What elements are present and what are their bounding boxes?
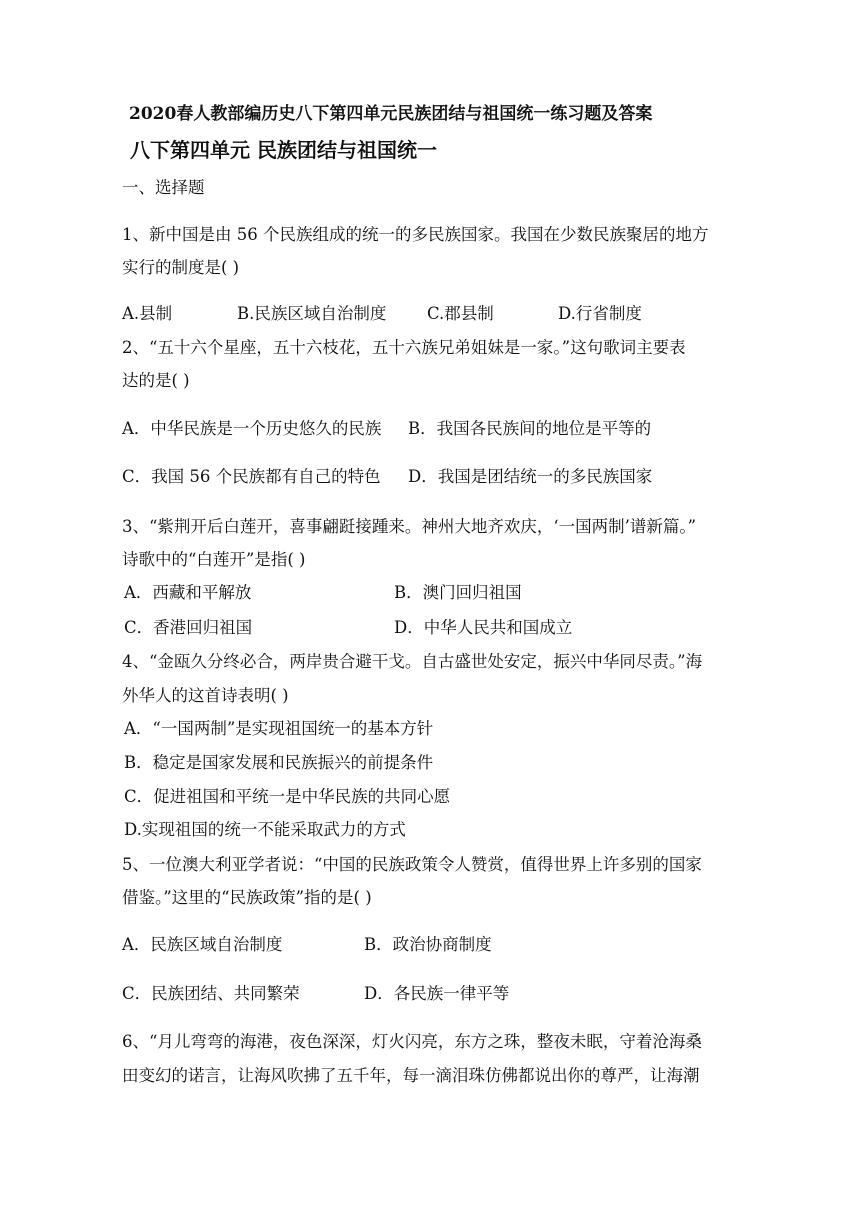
option-c: C．香港回归祖国 — [124, 618, 253, 637]
question-stem-line: 3、“紫荆开后白莲开，喜事翩跹接踵来。神州大地齐欢庆，‘一国两制’谱新篇。” — [122, 517, 697, 536]
option-c: C．促进祖国和平统一是中华民族的共同心愿 — [124, 787, 451, 806]
question-stem-line: 田变幻的诺言，让海风吹拂了五千年，每一滴泪珠仿佛都说出你的尊严，让海潮 — [122, 1066, 700, 1085]
option-c: C.郡县制 — [427, 304, 494, 323]
option-c: C．民族团结、共同繁荣 — [122, 984, 300, 1003]
question-stem-line: 5、一位澳大利亚学者说：“中国的民族政策令人赞赏，值得世界上许多别的国家 — [122, 855, 702, 874]
question-stem-line: 外华人的这首诗表明( ) — [122, 686, 289, 705]
question-stem-line: 2、“五十六个星座，五十六枝花，五十六族兄弟姐妹是一家。”这句歌词主要表 — [122, 338, 686, 357]
question-stem-line: 6、“月儿弯弯的海港，夜色深深，灯火闪亮，东方之珠，整夜未眠，守着沧海桑 — [122, 1032, 702, 1051]
question-stem-line: 达的是( ) — [122, 371, 190, 390]
option-a: A．民族区域自治制度 — [122, 935, 283, 954]
option-b: B．我国各民族间的地位是平等的 — [408, 419, 652, 438]
option-a: A．中华民族是一个历史悠久的民族 — [122, 419, 382, 438]
option-a: A．“一国两制”是实现祖国统一的基本方针 — [124, 719, 434, 738]
option-d: D.行省制度 — [558, 304, 642, 323]
question-stem-line: 实行的制度是( ) — [122, 258, 240, 277]
option-d: D．我国是团结统一的多民族国家 — [408, 467, 653, 486]
unit-heading: 八下第四单元 民族团结与祖国统一 — [130, 138, 437, 162]
option-a: A．西藏和平解放 — [124, 583, 252, 602]
section-heading: 一、选择题 — [122, 178, 205, 197]
option-b: B．稳定是国家发展和民族振兴的前提条件 — [124, 753, 434, 772]
option-b: B．澳门回归祖国 — [394, 583, 522, 602]
option-d: D．各民族一律平等 — [364, 984, 510, 1003]
option-d: D．中华人民共和国成立 — [394, 618, 573, 637]
option-b: B．政治协商制度 — [364, 935, 492, 954]
question-stem-line: 4、“金瓯久分终必合，两岸贵合避干戈。自古盛世处安定，振兴中华同尽责。”海 — [122, 652, 703, 671]
question-stem-line: 诗歌中的“白莲开”是指( ) — [122, 550, 306, 569]
document-title: 2020春人教部编历史八下第四单元民族团结与祖国统一练习题及答案 — [129, 104, 653, 124]
question-stem-line: 1、新中国是由 56 个民族组成的统一的多民族国家。我国在少数民族聚居的地方 — [122, 225, 709, 244]
question-stem-line: 借鉴。”这里的“民族政策”指的是( ) — [122, 888, 372, 907]
option-d: D.实现祖国的统一不能采取武力的方式 — [124, 820, 406, 839]
option-b: B.民族区域自治制度 — [237, 304, 387, 323]
option-a: A.县制 — [122, 304, 173, 323]
option-c: C．我国 56 个民族都有自己的特色 — [122, 467, 381, 486]
